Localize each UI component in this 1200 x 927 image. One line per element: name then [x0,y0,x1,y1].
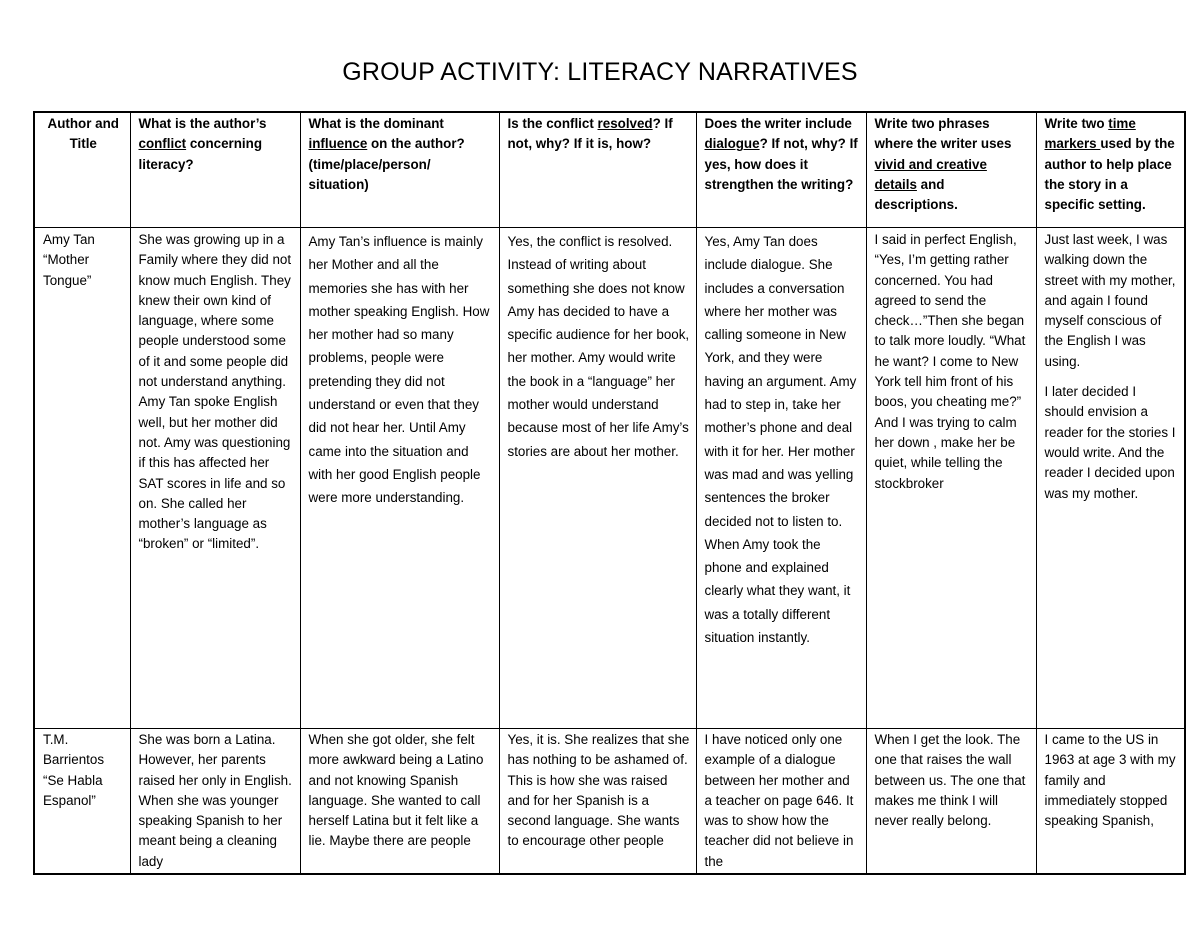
underlined-term: dialogue [704,136,760,152]
header-vivid-phrases: Write two phrases where the writer uses vivid and creative details and descriptions. [866,112,1036,228]
underlined-term: conflict [138,136,187,152]
cell-resolved: Yes, the conflict is resolved. Instead of writing about something she does not know Amy has decided to have a specific audience for her book, her mother. Amy would write the book in a “language” her mother would understand because most of her life Amy’s stories are about her mother. [499,228,696,729]
header-resolved: Is the conflict resolved? If not, why? If it is, how? [499,112,696,228]
cell-influence: When she got older, she felt more awkward being a Latino and not knowing Spanish language. She wanted to call herself Latina but it felt like a lie. Maybe there are people [300,729,499,875]
time-marker-1: Just last week, I was walking down the street with my mother, and again I found myself conscious of the English I was using. [1044,232,1176,369]
page-title: GROUP ACTIVITY: LITERACY NARRATIVES [342,58,858,86]
cell-vivid-phrases: When I get the look. The one that raises the wall between us. The one that makes me think I will never really belong. [866,729,1036,875]
header-influence: What is the dominant influence on the author? (time/place/person/ situation) [300,112,499,228]
header-dialogue: Does the writer include dialogue? If not, why? If yes, how does it strengthen the writing? [696,112,866,228]
cell-time-markers: I came to the US in 1963 at age 3 with my family and immediately stopped speaking Spanish, [1036,729,1185,875]
header-time-markers: Write two time markers used by the author to help place the story in a specific setting. [1036,112,1185,228]
table-row [34,228,1185,729]
header-row [34,112,1185,228]
cell-resolved: Yes, it is. She realizes that she has nothing to be ashamed of. This is how she was raised and for her Spanish is a second language. She wants to encourage other people [499,729,696,875]
cell-conflict: She was growing up in a Family where they did not know much English. They knew their own kind of language, where some people understood some of it and some people did not understand anything. Amy Tan spoke English well, but her mother did not. Amy was questioning if this has affected her SAT scores in life and so on. She called her mother’s language as “broken” or “limited”. [130,228,300,729]
cell-vivid-phrases: I said in perfect English, “Yes, I’m getting rather concerned. You had agreed to send the check…”Then she began to talk more loudly. “What he want? I come to New York tell him front of his boos, you cheating me?” And I was trying to calm her down , make her be quiet, while telling the stockbroker [866,228,1036,729]
cell-author-title: Amy Tan “Mother Tongue” [34,228,130,729]
table-row [34,729,1185,875]
cell-time-markers [1036,228,1185,729]
header-author-title: Author and Title [34,112,130,228]
cell-dialogue: I have noticed only one example of a dialogue between her mother and a teacher on page 646. It was to show how the teacher did not believe in the [696,729,866,875]
cell-influence: Amy Tan’s influence is mainly her Mother and all the memories she has with her mother speaking English. How her mother had so many problems, people were pretending they did not understand or even that they did not hear her. Until Amy came into the situation and with her good English people were more understanding. [300,228,499,729]
underlined-term: influence [308,136,368,152]
cell-author-title: T.M. Barrientos “Se Habla Espanol” [34,729,130,875]
underlined-term: resolved [597,116,653,131]
header-conflict: What is the author’s conflict concerning literacy? [130,112,300,228]
cell-conflict: She was born a Latina. However, her parents raised her only in English. When she was younger speaking Spanish to her meant being a cleaning lady [130,729,300,875]
cell-dialogue: Yes, Amy Tan does include dialogue. She includes a conversation where her mother was calling someone in New York, and they were having an argument. Amy had to step in, take her mother’s phone and deal with it for her. Her mother was mad and was yelling sentences the broker decided not to listen to. When Amy took the phone and explained clearly what they want, it was a totally different situation instantly. [696,228,866,729]
underlined-term: time markers [1044,116,1136,152]
time-marker-2: I later decided I should envision a reader for the stories I would write. And the reader I decided upon was my mother. [1044,384,1176,501]
underlined-term: vivid and creative details [874,156,987,192]
narratives-table [33,111,1186,875]
